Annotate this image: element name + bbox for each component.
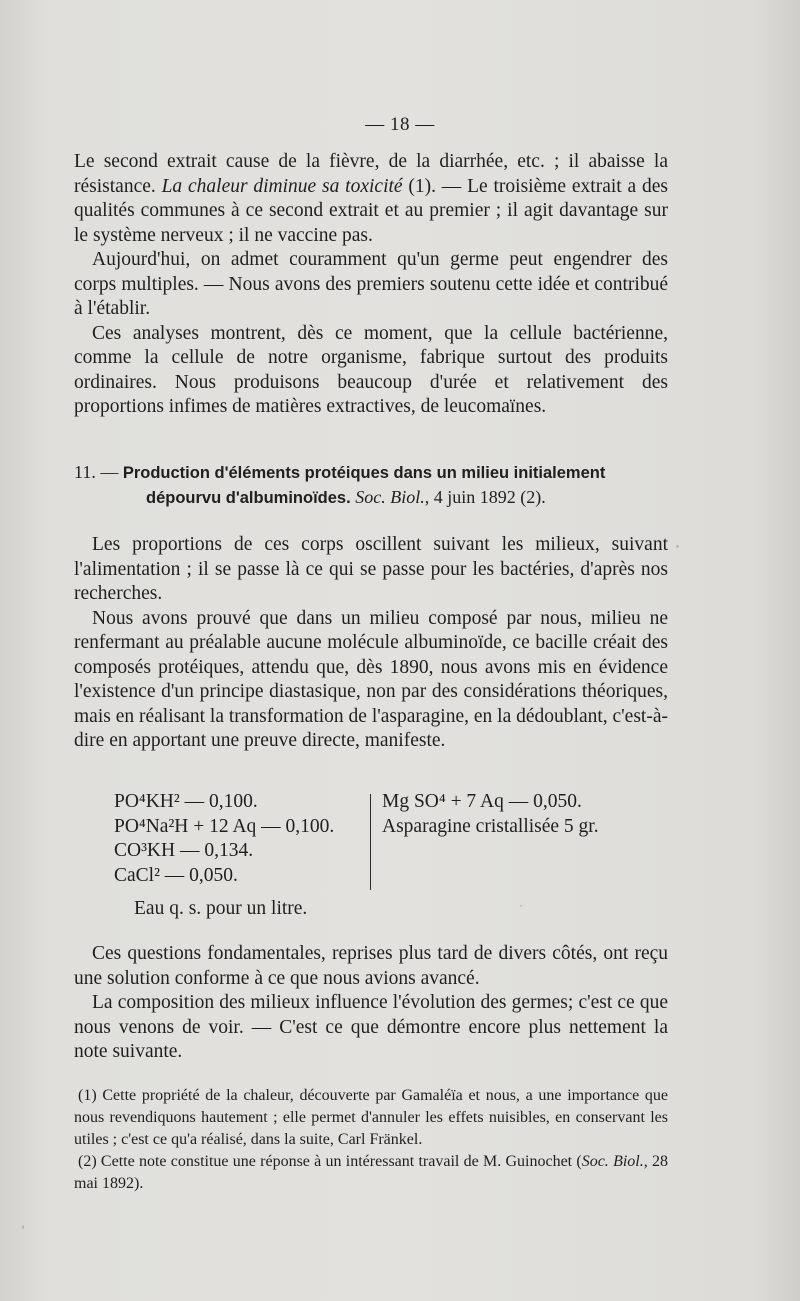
paper-speck bbox=[520, 905, 522, 907]
formula-line: CO³KH — 0,134. bbox=[114, 840, 254, 861]
section-citation-date: , 4 juin 1892 (2). bbox=[424, 487, 546, 507]
section-heading bbox=[74, 460, 668, 510]
paragraph-1 bbox=[74, 150, 668, 248]
formula-line: CaCl² — 0,050. bbox=[114, 864, 238, 886]
formula-right-column bbox=[382, 790, 599, 839]
section-title-line-2: dépourvu d'albuminoïdes. bbox=[146, 489, 351, 507]
paragraph-6: Ces questions fondamentales, reprises plus tard de divers côtés, ont reçu une solution conforme à ce que nous avions avancé. bbox=[74, 943, 668, 989]
formula-line: Asparagine cristallisée 5 gr. bbox=[382, 815, 599, 837]
paragraph-5: Nous avons prouvé que dans un milieu composé par nous, milieu ne renfermant au préalable aucune molécule albuminoïde, ce bacille créait des composés protéiques, attendu que, dès 1890, nous avons mis en évidence l'existence d'un principe diastasique, non par des considérations théoriques, mais en réalisant la transformation de l'asparagine, en la dédoublant, c'est-à-dire en apportant une preuve directe, manifeste. bbox=[74, 607, 668, 751]
paragraph-2: Aujourd'hui, on admet couramment qu'un germe peut engendrer des corps multiples. — Nous avons des premiers soutenu cette idée et contribué à l'établir. bbox=[74, 249, 668, 319]
footnote-1: (1) Cette propriété de la chaleur, découverte par Gamaléïa et nous, a une importance que nous revendiquons hautement ; elle permet d'annuler les effets nuisibles, en conservant les utiles ; c'est ce qu'a réalisé, dans la suite, Carl Fränkel. bbox=[74, 1087, 668, 1148]
footnote-2 bbox=[74, 1151, 668, 1195]
footnote-2-text-a: (2) Cette note constitue une réponse à un intéressant travail de M. Guinochet ( bbox=[78, 1153, 582, 1170]
formula-line: PO⁴KH² — 0,100. bbox=[114, 791, 258, 812]
footnote-2-text-b: , 28 mai 1892). bbox=[74, 1153, 668, 1192]
footnotes bbox=[74, 1085, 668, 1195]
paper-speck bbox=[22, 1225, 24, 1229]
footnote-2-italic: Soc. Biol. bbox=[581, 1153, 644, 1170]
paragraph-7: La composition des milieux influence l'évolution des germes; c'est ce que nous venons de voir. — C'est ce que démontre encore plus nettement la note suivante. bbox=[74, 992, 668, 1062]
section-citation-journal: Soc. Biol. bbox=[355, 487, 425, 507]
section-title-line-1: Production d'éléments protéiques dans un milieu initialement bbox=[122, 464, 606, 482]
page-number: — 18 — bbox=[365, 114, 435, 135]
paragraph-1-text-a: Le second extrait cause de la fièvre, de la diarrhée, etc. ; il abaisse la résistance. bbox=[74, 151, 668, 197]
paper-speck bbox=[676, 545, 679, 548]
text-block-middle bbox=[74, 533, 668, 754]
text-block-bottom bbox=[74, 942, 668, 1065]
paragraph-3: Ces analyses montrent, dès ce moment, que la cellule bactérienne, comme la cellule de notre organisme, fabrique surtout des produits ordinaires. Nous produisons beaucoup d'urée et relativement des proportions infimes de matières extractives, de leucomaïnes. bbox=[74, 322, 668, 417]
formula-left-column bbox=[114, 790, 364, 888]
formula-line: PO⁴Na²H + 12 Aq — 0,100. bbox=[114, 815, 335, 837]
text-block-top bbox=[74, 150, 668, 420]
formula-footer: Eau q. s. pour un litre. bbox=[134, 898, 308, 919]
paragraph-4: Les proportions de ces corps oscillent suivant les milieux, suivant l'alimentation ; il se passe là ce qui se passe pour les bactéries, d'après nos recherches. bbox=[74, 534, 668, 604]
culture-medium-formula bbox=[114, 790, 644, 890]
paragraph-1-italic: La chaleur diminue sa toxicité bbox=[161, 175, 403, 197]
section-number: 11. — bbox=[74, 462, 123, 482]
formula-divider bbox=[370, 794, 371, 890]
formula-line: Mg SO⁴ + 7 Aq — 0,050. bbox=[382, 791, 582, 812]
paragraph-1-text-b: (1). — Le troisième extrait a des qualités communes à ce second extrait et au premier ; il agit davantage sur le système nerveux ; il ne vaccine pas. bbox=[74, 175, 668, 246]
